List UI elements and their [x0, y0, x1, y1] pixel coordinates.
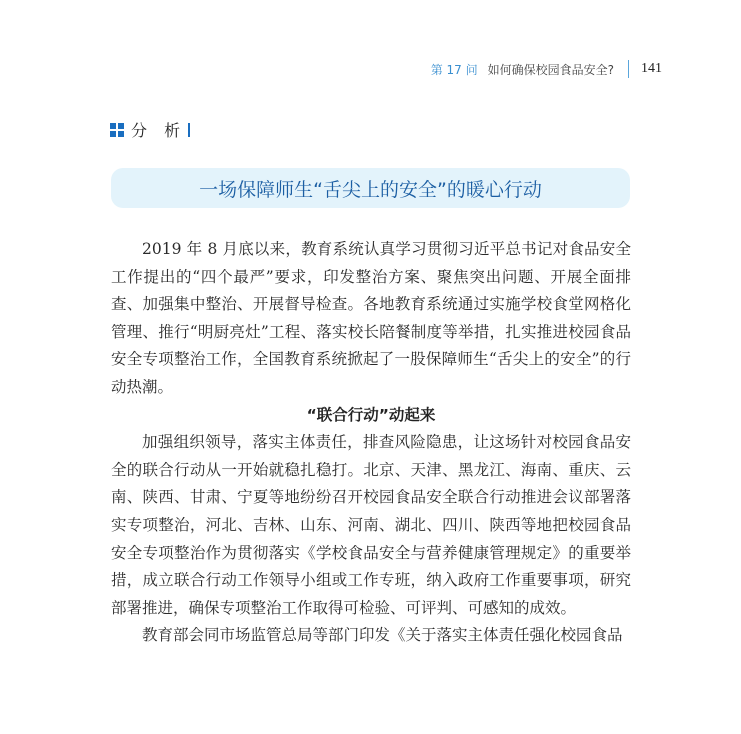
body-paragraph: 2019 年 8 月底以来，教育系统认真学习贯彻习近平总书记对食品安全工作提出的“四个最严”要求，印发整治方案、聚焦突出问题、开展全面排查、加强集中整治、开展督导检查。各地教育系统通过实施学校食堂网格化管理、推行“明厨亮灶”工程、落实校长陪餐制度等举措，扎实推进校园食品安全专项整治工作，全国教育系统掀起了一股保障师生“舌尖上的安全”的行动热潮。	[111, 240, 631, 396]
grid-icon	[110, 123, 124, 137]
article-title-banner	[111, 168, 630, 208]
chapter-title: 如何确保校园食品安全?	[487, 62, 614, 77]
section-tag	[110, 118, 190, 141]
header-divider	[628, 60, 629, 78]
body-paragraph: 教育部会同市场监管总局等部门印发《关于落实主体责任强化校园食品	[142, 626, 623, 645]
chapter-number: 第 17 问	[430, 62, 478, 77]
subheading: “联合行动”动起来	[306, 405, 436, 424]
article-body	[111, 236, 631, 650]
article-title: 一场保障师生“舌尖上的安全”的暖心行动	[199, 178, 542, 201]
section-label: 分 析	[131, 121, 187, 140]
running-head	[0, 60, 662, 78]
page-number: 141	[641, 61, 662, 76]
section-tag-bar	[188, 123, 190, 137]
body-paragraph: 加强组织领导，落实主体责任，排查风险隐患，让这场针对校园食品安全的联合行动从一开始就稳扎稳打。北京、天津、黑龙江、海南、重庆、云南、陕西、甘肃、宁夏等地纷纷召开校园食品安全联合行动推进会议部署落实专项整治，河北、吉林、山东、河南、湖北、四川、陕西等地把校园食品安全专项整治作为贯彻落实《学校食品安全与营养健康管理规定》的重要举措，成立联合行动工作领导小组或工作专班，纳入政府工作重要事项，研究部署推进，确保专项整治工作取得可检验、可评判、可感知的成效。	[111, 433, 631, 617]
